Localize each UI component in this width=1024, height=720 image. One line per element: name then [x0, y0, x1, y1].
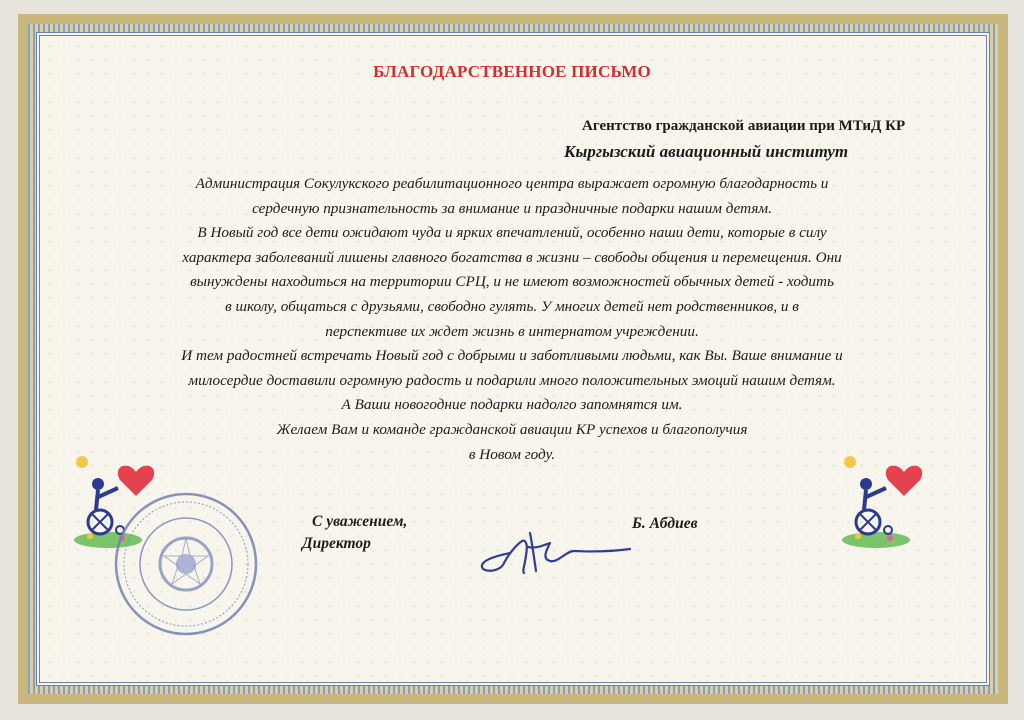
body-line: характера заболеваний лишены главного богатства в жизни – свободы общения и перемещения. Они — [182, 248, 842, 266]
closing-regards: С уважением, — [312, 513, 408, 530]
body-line: И тем радостней встречать Новый год с добрыми и заботливыми людьми, как Вы. Ваше внимание и — [181, 347, 843, 365]
recipient-line-1: Агентство гражданской авиации при МТиД КР — [582, 118, 906, 134]
body-line: Администрация Сокулукского реабилитационного центра выражает огромную благодарность и — [195, 175, 829, 192]
closing-position: Директор — [302, 535, 371, 552]
body-line: А Ваши новогодние подарки надолго запомнятся им. — [341, 396, 683, 414]
handwritten-signature — [470, 515, 640, 585]
body-line: Желаем Вам и команде гражданской авиации КР успехов и благополучия — [276, 420, 748, 438]
signatory-name: Б. Абдиев — [632, 515, 698, 532]
letter-title: БЛАГОДАРСТВЕННОЕ ПИСЬМО — [373, 62, 651, 81]
body-line: в Новом году. — [468, 445, 556, 463]
body-line: в школу, общаться с друзьями, свободно гулять. У многих детей нет родственников, и в — [225, 297, 799, 315]
body-line: перспективе их ждет жизнь в интернатом учреждении. — [325, 322, 699, 340]
recipient-line-2: Кыргызский авиационный институт — [564, 142, 849, 161]
body-line: милосердие доставили огромную радость и подарили много положительных эмоций нашим детям. — [188, 371, 836, 389]
official-stamp-icon — [112, 490, 260, 638]
body-line: вынуждены находиться на территории СРЦ, и не имеют возможностей обычных детей - ходить — [190, 273, 834, 291]
letter-body — [50, 172, 974, 467]
body-line: В Новый год все дети ожидают чуда и ярких впечатлений, особенно наши дети, которые в силу — [197, 224, 827, 242]
body-line: сердечную признательность за внимание и праздничные подарки нашим детям. — [252, 199, 772, 217]
child-wheelchair-heart-icon — [836, 452, 936, 552]
